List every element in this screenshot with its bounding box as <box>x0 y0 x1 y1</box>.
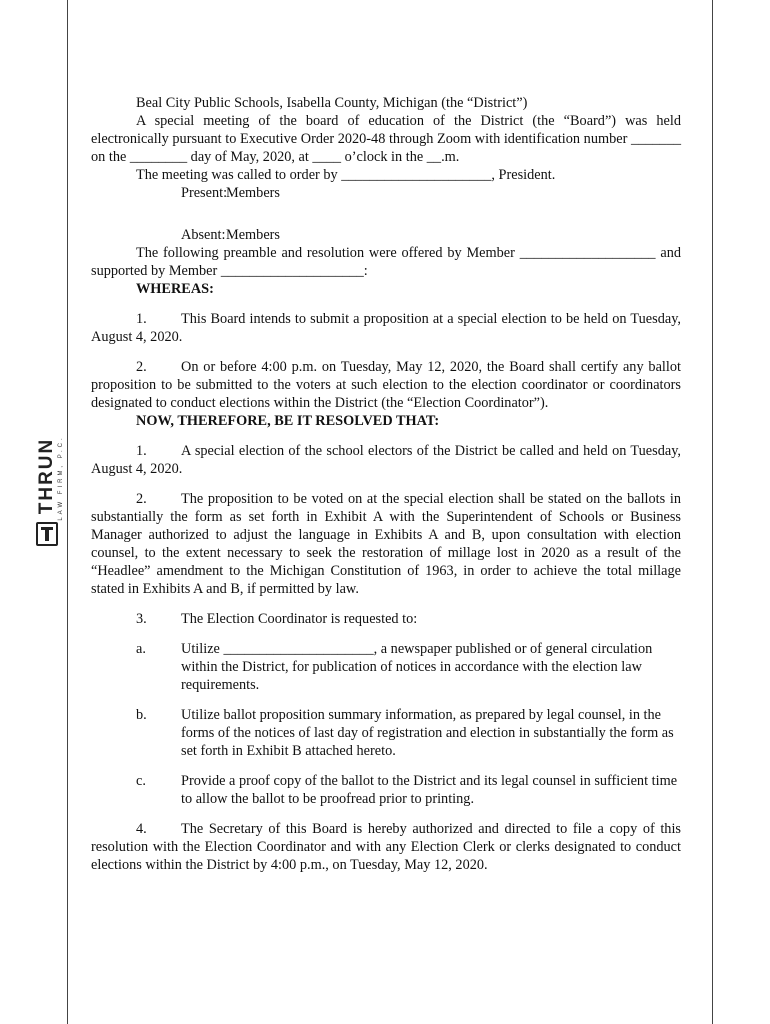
sub-item-text: Utilize _____________________, a newspaper published or of general circulation within the District, for publication of notices in accordance with the election law requirements. <box>181 641 653 693</box>
resolution-document <box>91 94 681 874</box>
item-text: A special election of the school electors of the District be called and held on Tuesday, August 4, 2020. <box>91 443 681 477</box>
logo-t-icon <box>36 522 58 546</box>
document-header: Beal City Public Schools, Isabella County, Michigan (the “District”) <box>136 95 528 111</box>
item-number: 2. <box>136 491 147 507</box>
sub-item-letter: a. <box>136 641 146 657</box>
meeting-intro: A special meeting of the board of education of the District (the “Board”) was held electronically pursuant to Executive Order 2020-48 through Zoom with identification number _______ on the ________ day of May, 2020, at ____ o’clock in the __.m. <box>91 113 681 165</box>
right-margin-rule <box>712 0 713 1024</box>
sub-item-text: Utilize ballot proposition summary information, as prepared by legal counsel, in the forms of the notices of last day of registration and election in substantially the form as set forth in Exhibit B attached hereto. <box>181 707 674 759</box>
left-margin-rule <box>67 0 68 1024</box>
sub-item-text: Provide a proof copy of the ballot to the District and its legal counsel in sufficient time to allow the ballot to be proofread prior to printing. <box>181 773 678 807</box>
whereas-item-1 <box>91 310 681 346</box>
resolved-item-2 <box>91 490 681 598</box>
logo-subtitle: LAW FIRM, P.C. <box>58 435 64 521</box>
present-line <box>91 184 681 202</box>
item-number: 1. <box>136 311 147 327</box>
called-to-order: The meeting was called to order by _____________________, President. <box>136 167 556 183</box>
resolved-item-4 <box>91 820 681 874</box>
sub-item-letter: c. <box>136 773 146 789</box>
logo-wordmark: THRUN <box>36 437 57 515</box>
absent-line <box>91 226 681 244</box>
sub-item-c <box>91 772 681 808</box>
sub-item-letter: b. <box>136 707 147 723</box>
item-number: 3. <box>136 611 147 627</box>
absent-value: Members <box>226 227 280 243</box>
item-text: On or before 4:00 p.m. on Tuesday, May 12, 2020, the Board shall certify any ballot proposition to be submitted to the voters at such election to the election coordinator or coordinators designated to conduct elections within the District (the “Election Coordinator”). <box>91 359 681 411</box>
present-value: Members <box>226 185 280 201</box>
preamble: The following preamble and resolution were offered by Member ___________________ and supported by Member ____________________: <box>91 245 681 279</box>
absent-label: Absent: <box>181 227 226 243</box>
item-text: The proposition to be voted on at the special election shall be stated on the ballots in substantially the form as set forth in Exhibit A with the Superintendent of Schools or Business Manager authorized to adjust the language in Exhibits A and B, upon consultation with election counsel, to the extent necessary to seek the restoration of millage lost in 2020 as a result of the “Headlee” amendment to the Michigan Constitution of 1963, in order to achieve the total millage stated in Exhibits A and B, if permitted by law. <box>91 491 681 597</box>
thrun-logo <box>34 435 64 552</box>
item-text: The Secretary of this Board is hereby authorized and directed to file a copy of this resolution with the Election Coordinator and with any Election Clerk or clerks designated to conduct elections within the District by 4:00 p.m., on Tuesday, May 12, 2020. <box>91 821 681 873</box>
whereas-heading: WHEREAS: <box>136 281 214 297</box>
resolved-item-1 <box>91 442 681 478</box>
item-number: 1. <box>136 443 147 459</box>
item-text: The Election Coordinator is requested to: <box>181 611 418 627</box>
resolved-heading: NOW, THEREFORE, BE IT RESOLVED THAT: <box>136 413 440 429</box>
item-number: 4. <box>136 821 147 837</box>
resolved-item-3 <box>91 610 681 628</box>
present-label: Present: <box>181 185 228 201</box>
whereas-item-2 <box>91 358 681 412</box>
item-text: This Board intends to submit a proposition at a special election to be held on Tuesday, August 4, 2020. <box>91 311 681 345</box>
sub-item-b <box>91 706 681 760</box>
item-number: 2. <box>136 359 147 375</box>
sub-item-a <box>91 640 681 694</box>
